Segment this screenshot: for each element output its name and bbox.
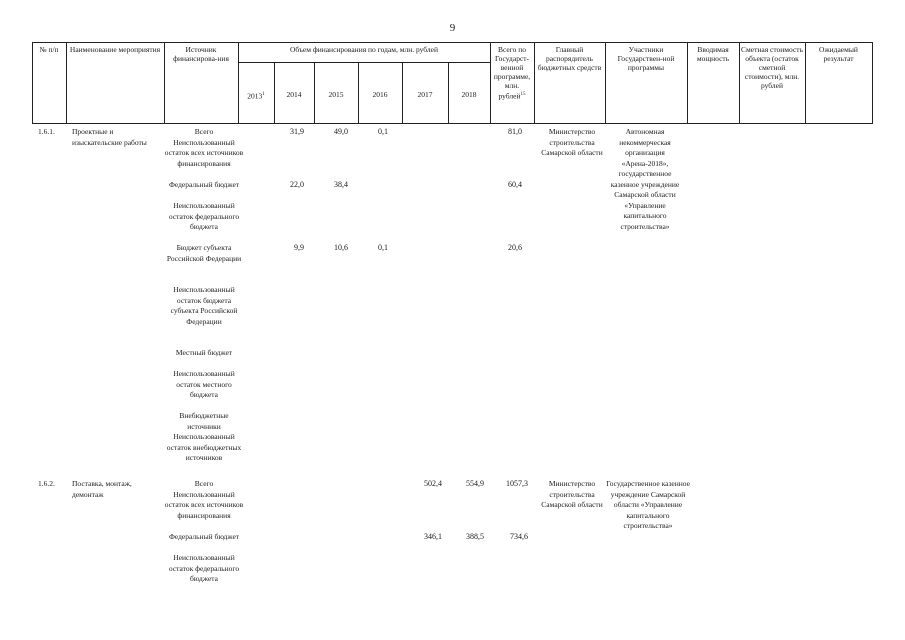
value-2016: 0,1 <box>378 243 388 252</box>
row-participants: Автономная некоммерческая организация «Арена-2018», государственное казенное учреждение Самарской области «Управление капитального строительства» <box>610 127 680 231</box>
page-number: 9 <box>449 22 456 34</box>
row-name: Поставка, монтаж, демонтаж <box>72 479 132 499</box>
header-manager: Главный распорядитель бюджетных средств <box>537 45 602 72</box>
source-federal: Федеральный бюджет <box>168 180 240 189</box>
year-2016: 2016 <box>372 90 388 99</box>
value-2018: 388,5 <box>466 532 484 541</box>
header-funding: Объем финансирования по годам, млн. рублей <box>289 45 439 54</box>
value-2018: 554,9 <box>466 479 484 488</box>
header-source: Источник финансирова-ния <box>173 45 229 63</box>
value-2015: 10,6 <box>334 243 348 252</box>
source-regional: Бюджет субъекта Российской Федерации <box>166 243 242 263</box>
table-header <box>32 42 872 124</box>
row-name: Проектные и изыскательские работы <box>72 127 147 147</box>
source-unused-extra: Неиспользованный остаток внебюджетных источников <box>166 432 242 462</box>
row-num: 1.6.2. <box>38 479 55 488</box>
year-2018: 2018 <box>461 90 477 99</box>
source-unused-regional: Неиспользованный остаток бюджета субъекта Российской Федерации <box>170 285 238 326</box>
value-sum: 20,6 <box>508 243 522 252</box>
value-sum: 734,6 <box>510 532 528 541</box>
header-participants: Участники Государствен-ной программы <box>617 45 675 72</box>
row-participants: Государственное казенное учреждение Самарской области «Управление капитального строительства» <box>606 479 690 530</box>
value-2016: 0,1 <box>378 127 388 136</box>
source-federal: Федеральный бюджет <box>168 532 240 541</box>
source-unused-all: Неиспользованный остаток всех источников финансирования <box>164 489 244 520</box>
value-2014: 31,9 <box>290 127 304 136</box>
value-sum: 1057,3 <box>506 479 528 488</box>
value-2014: 9,9 <box>294 243 304 252</box>
source-local: Местный бюджет <box>175 348 233 357</box>
header-total: Всего по Государст-венной программе, млн. рублей$^{15}$ <box>493 45 531 101</box>
value-2014: 22,0 <box>290 180 304 189</box>
value-2015: 38,4 <box>334 180 348 189</box>
source-unused-federal: Неиспользованный остаток федерального бюджета <box>168 201 240 231</box>
year-2014: 2014 <box>286 90 302 99</box>
value-2017: 346,1 <box>424 532 442 541</box>
source-extra: Внебюджетные источники <box>179 411 229 431</box>
year-2017: 2017 <box>417 90 433 99</box>
row-manager: Министерство строительства Самарской области <box>541 479 603 509</box>
source-unused-federal: Неиспользованный остаток федерального бюджета <box>168 553 240 583</box>
value-2017: 502,4 <box>424 479 442 488</box>
source-total: Всего <box>194 479 214 488</box>
header-name: Наименование мероприятия <box>69 45 161 54</box>
value-sum: 81,0 <box>508 127 522 136</box>
header-result: Ожидаемый результат <box>819 45 858 63</box>
header-capacity: Вводимая мощность <box>696 45 730 63</box>
value-sum: 60,4 <box>508 180 522 189</box>
source-total: Всего <box>194 127 214 136</box>
source-unused-all: Неиспользованный остаток всех источников финансирования <box>164 137 244 168</box>
year-2013: 2013$^1$ <box>247 91 265 101</box>
source-unused-local: Неиспользованный остаток местного бюджета <box>173 369 235 399</box>
header-num: № п/п <box>39 45 59 54</box>
header-cost: Сметная стоимость объекта (остаток сметной стоимости), млн. рублей <box>741 45 804 90</box>
row-manager: Министерство строительства Самарской области <box>541 127 603 157</box>
value-2015: 49,0 <box>334 127 348 136</box>
row-num: 1.6.1. <box>38 127 55 136</box>
year-2015: 2015 <box>328 90 344 99</box>
